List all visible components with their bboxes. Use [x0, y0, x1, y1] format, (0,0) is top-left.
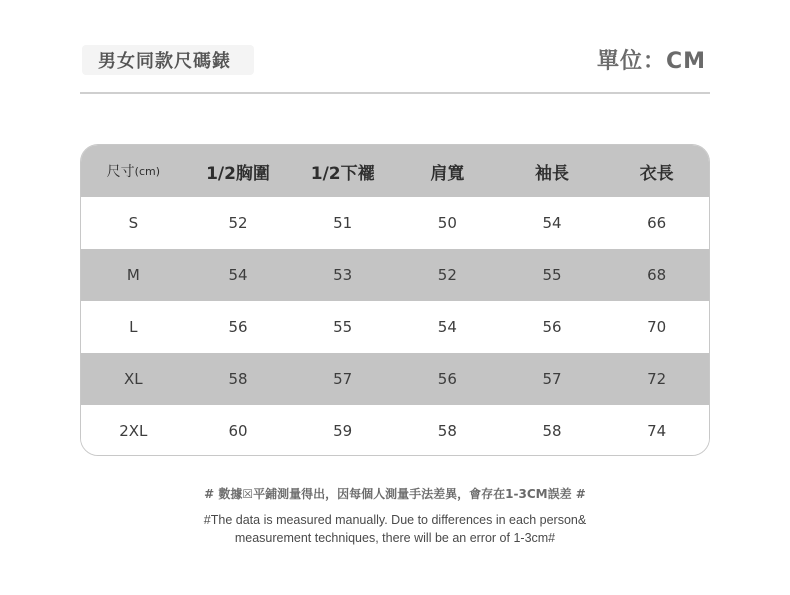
unit-label: 單位：CM [596, 49, 706, 74]
table-cell: 56 [228, 318, 248, 336]
chart-title [82, 45, 254, 75]
table-cell: 57 [333, 370, 353, 388]
table-row [81, 249, 709, 301]
table-cell: 68 [647, 266, 667, 284]
header-shoulder: 肩寬 [430, 163, 465, 184]
table-cell: 74 [647, 422, 667, 440]
table-cell: 50 [437, 214, 457, 232]
header-divider [80, 92, 710, 94]
header-size-label: 尺寸 [106, 164, 135, 180]
table-cell: 52 [437, 266, 457, 284]
table-cell: L [129, 318, 138, 336]
header-size-unit: (cm) [134, 164, 161, 178]
header-sleeve: 袖長 [535, 163, 570, 184]
table-cell: 56 [542, 318, 562, 336]
table-cell: 54 [228, 266, 248, 284]
table-cell: 58 [542, 422, 562, 440]
measurement-note-chinese: # 數據☒平鋪測量得出，因每個人測量手法差異，會存在1-3CM誤差 # [204, 487, 586, 501]
table-cell: 59 [333, 422, 353, 440]
header-size [81, 145, 186, 197]
table-cell: 66 [647, 214, 667, 232]
measurement-note-english [0, 511, 790, 547]
table-cell: 55 [333, 318, 353, 336]
table-row [81, 353, 709, 405]
chart-title-text: 男女同款尺碼錶 [98, 51, 231, 72]
table-cell: 2XL [119, 422, 148, 440]
table-header-row [81, 145, 709, 197]
measurement-note-english-line1: #The data is measured manually. Due to differences in each person& [203, 513, 587, 527]
table-cell: 57 [542, 370, 562, 388]
table-cell: S [128, 214, 139, 232]
table-cell: 54 [542, 214, 562, 232]
table-cell: 53 [333, 266, 353, 284]
table-cell: 60 [228, 422, 248, 440]
table-cell: 58 [228, 370, 248, 388]
table-cell: 54 [437, 318, 457, 336]
table-cell: 72 [647, 370, 667, 388]
table-cell: 70 [647, 318, 667, 336]
size-table [80, 144, 710, 456]
table-cell: XL [124, 370, 143, 388]
table-cell: 52 [228, 214, 248, 232]
table-cell: M [126, 266, 140, 284]
table-row [81, 301, 709, 353]
table-cell: 56 [437, 370, 457, 388]
table-cell: 55 [542, 266, 562, 284]
table-cell: 51 [333, 214, 353, 232]
header-length: 衣長 [639, 163, 674, 184]
table-row [81, 197, 709, 249]
table-cell: 58 [437, 422, 457, 440]
table-row [81, 405, 709, 456]
header-chest: 1/2胸圍 [206, 163, 270, 184]
header-hem: 1/2下襬 [310, 163, 375, 184]
measurement-note-english-line2: measurement techniques, there will be an error of 1-3cm# [234, 531, 556, 545]
